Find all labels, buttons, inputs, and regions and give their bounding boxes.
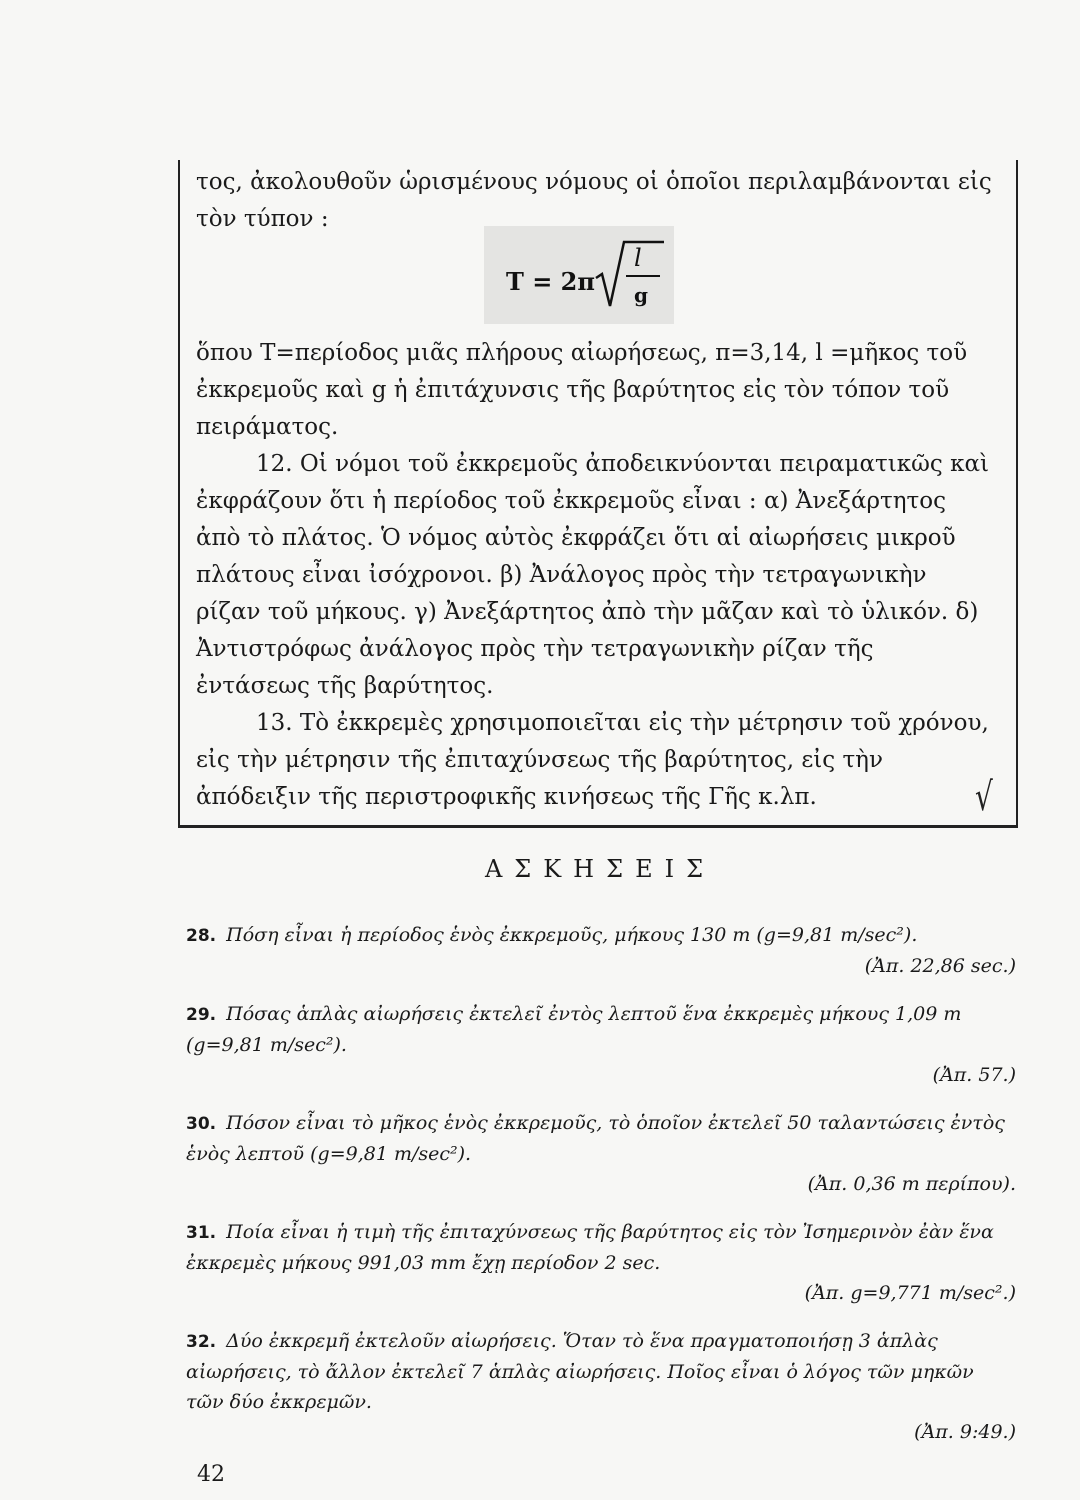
check-mark: √ — [975, 773, 993, 820]
formula-graphic — [484, 226, 674, 324]
exercise-number: 30. — [186, 1114, 217, 1134]
exercise-text: Δύο ἐκκρεμῆ ἐκτελοῦν αἰωρήσεις. Ὅταν τὸ ἕνα πραγματοποιήσῃ 3 ἁπλὰς αἰωρήσεις, τὸ ἄλλον ἐκτελεῖ 7 ἁπλὰς αἰωρήσεις. Ποῖος εἶναι ὁ λόγος τῶν μηκῶν τῶν δύο ἐκκρεμῶν. — [186, 1330, 974, 1413]
intro-text: τος, ἀκολουθοῦν ὡρισμένους νόμους οἱ ὁποῖοι περιλαμβάνονται εἰς τὸν τύπον : — [196, 169, 992, 232]
radical-sign — [596, 242, 664, 306]
exercise-answer: (Ἀπ. g=9,771 m/sec².) — [804, 1282, 1016, 1304]
formula-lhs: T = 2π — [506, 267, 595, 296]
exercise-number: 28. — [186, 926, 217, 946]
pendulum-formula — [484, 226, 674, 324]
exercise-number: 29. — [186, 1005, 217, 1025]
exercise-text: Πόση εἶναι ἡ περίοδος ἑνὸς ἐκκρεμοῦς, μήκους 130 m (g=9,81 m/sec²). — [226, 924, 918, 946]
formula-numerator: l — [634, 244, 642, 272]
exercise-item — [186, 999, 1016, 1090]
exercise-item — [186, 920, 1016, 981]
exercise-text: Πόσον εἶναι τὸ μῆκος ἑνὸς ἐκκρεμοῦς, τὸ ὁποῖον ἐκτελεῖ 50 ταλαντώσεις ἐντὸς ἑνὸς λεπτοῦ (g=9,81 m/sec²). — [186, 1112, 1005, 1165]
box-body — [196, 335, 994, 816]
exercises-list — [186, 920, 1016, 1465]
exercise-answer: (Ἀπ. 0,36 m περίπου). — [807, 1173, 1016, 1195]
exercise-item — [186, 1326, 1016, 1447]
paragraph-12: 12. Οἱ νόμοι τοῦ ἐκκρεμοῦς ἀποδεικνύονται πειραματικῶς καὶ ἐκφράζουν ὅτι ἡ περίοδος τοῦ ἐκκρεμοῦς εἶναι : α) Ἀνεξάρτητος ἀπὸ τὸ πλάτος. Ὁ νόμος αὐτὸς ἐκφράζει ὅτι αἱ αἰωρήσεις μικροῦ πλάτους εἶναι ἰσόχρονοι. β) Ἀνάλογος πρὸς τὴν τετραγωνικὴν ρίζαν τοῦ μήκους. γ) Ἀνεξάρτητος ἀπὸ τὴν μᾶζαν καὶ τὸ ὑλικόν. δ) Ἀντιστρόφως ἀνάλογος πρὸς τὴν τετραγωνικὴν ρίζαν τῆς ἐντάσεως τῆς βαρύτητος. — [196, 451, 989, 699]
page-number: 42 — [197, 1462, 225, 1487]
paragraph-13: 13. Τὸ ἐκκρεμὲς χρησιμοποιεῖται εἰς τὴν μέτρησιν τοῦ χρόνου, εἰς τὴν μέτρησιν τῆς ἐπιταχύνσεως τῆς βαρύτητος, εἰς τὴν ἀπόδειξιν τῆς περιστροφικῆς κινήσεως τῆς Γῆς κ.λπ. — [196, 710, 989, 810]
exercises-title: ΑΣΚΗΣΕΙΣ — [484, 855, 716, 883]
exercise-number: 31. — [186, 1223, 217, 1243]
boxed-section — [178, 160, 1018, 828]
exercise-item — [186, 1217, 1016, 1308]
exercise-item — [186, 1108, 1016, 1199]
definition-text: ὅπου T=περίοδος μιᾶς πλήρους αἰωρήσεως, π=3,14, l =μῆκος τοῦ ἐκκρεμοῦς καὶ g ἡ ἐπιτάχυνσις τῆς βαρύτητος εἰς τὸν τόπον τοῦ πειράματος. — [196, 340, 968, 440]
exercise-text: Ποία εἶναι ἡ τιμὴ τῆς ἐπιταχύνσεως τῆς βαρύτητος εἰς τὸν Ἰσημερινὸν ἐὰν ἕνα ἐκκρεμὲς μήκους 991,03 mm ἔχῃ περίοδον 2 sec. — [186, 1221, 994, 1274]
exercise-number: 32. — [186, 1332, 217, 1352]
exercise-answer: (Ἀπ. 57.) — [932, 1064, 1016, 1086]
exercise-text: Πόσας ἁπλὰς αἰωρήσεις ἐκτελεῖ ἐντὸς λεπτοῦ ἕνα ἐκκρεμὲς μήκους 1,09 m (g=9,81 m/sec²). — [186, 1003, 962, 1056]
exercise-answer: (Ἀπ. 9:49.) — [914, 1421, 1016, 1443]
formula-denominator: g — [634, 283, 648, 307]
exercise-answer: (Ἀπ. 22,86 sec.) — [864, 955, 1016, 977]
